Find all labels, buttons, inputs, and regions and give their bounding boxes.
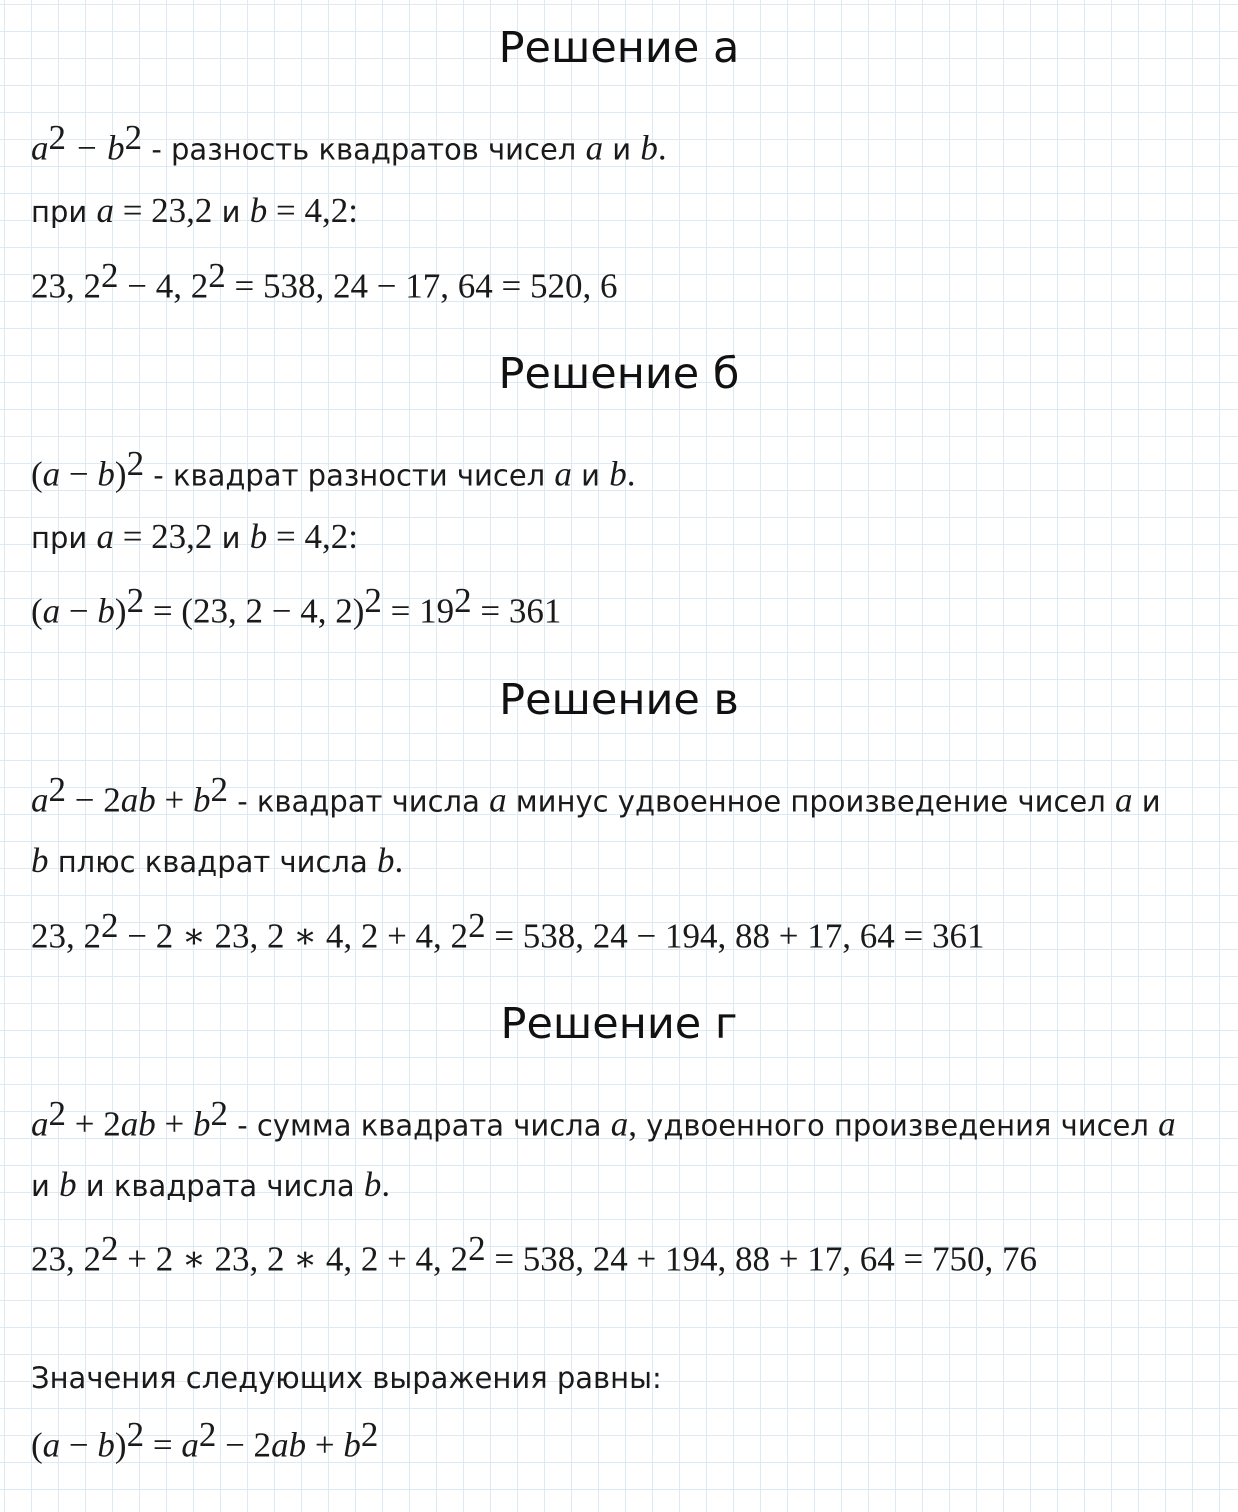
math-run: b xyxy=(640,128,658,168)
math-superscript: 2 xyxy=(198,1415,217,1454)
math-run: . xyxy=(394,841,404,880)
math-run: + xyxy=(155,1104,193,1144)
math-superscript: 2 xyxy=(48,1094,66,1133)
math-run: − xyxy=(60,454,98,494)
math-run: a xyxy=(181,1425,199,1465)
section-v-line-1 xyxy=(31,770,1161,822)
section-b-line-3 xyxy=(31,581,561,633)
math-run: + 2 ∗ 23, 2 ∗ 4, 2 + 4, 2 xyxy=(118,1239,469,1279)
math-run: − 2 ∗ 23, 2 ∗ 4, 2 + 4, 2 xyxy=(118,916,469,956)
math-superscript: 2 xyxy=(468,1229,486,1268)
math-run: = 538, 24 + 194, 88 + 17, 64 = 750, 76 xyxy=(485,1239,1038,1279)
math-run: a xyxy=(31,1104,49,1144)
math-superscript: 2 xyxy=(48,770,66,809)
section-heading-b: Решение б xyxy=(498,349,740,399)
text-run: - сумма квадрата числа xyxy=(228,1108,611,1143)
text-run: - разность квадратов чисел xyxy=(142,132,586,167)
math-run: b xyxy=(343,1425,361,1465)
math-run: b xyxy=(249,517,268,556)
text-run: - квадрат числа xyxy=(228,784,490,819)
math-superscript: 2 xyxy=(101,906,119,945)
math-run: a xyxy=(96,191,114,230)
math-run: ab xyxy=(120,780,156,820)
math-run: − 4, 2 xyxy=(118,266,209,306)
math-run: + xyxy=(155,780,193,820)
math-run: ) xyxy=(114,1425,127,1465)
math-run: = 361 xyxy=(471,591,562,631)
math-run: a xyxy=(489,780,507,820)
math-run: = 4,2: xyxy=(267,517,358,556)
math-run: − xyxy=(60,591,98,631)
math-run: a xyxy=(42,454,61,494)
section-b-line-2 xyxy=(31,517,358,558)
section-g-line-3 xyxy=(31,1229,1037,1281)
math-run: a xyxy=(42,591,61,631)
section-b-line-1 xyxy=(31,444,635,496)
math-run: b xyxy=(31,841,49,880)
math-run: a xyxy=(31,128,49,168)
math-superscript: 2 xyxy=(101,256,119,295)
math-superscript: 2 xyxy=(210,770,228,809)
math-superscript: 2 xyxy=(360,1415,379,1454)
math-run: a xyxy=(585,128,604,168)
math-run: a xyxy=(1115,780,1133,820)
math-run: b xyxy=(609,454,627,494)
math-run: 23, 2 xyxy=(31,1239,101,1279)
math-run: b xyxy=(107,128,125,168)
math-run: − 2 xyxy=(216,1425,272,1465)
text-run: и xyxy=(603,132,641,167)
math-run: = 19 xyxy=(381,591,455,631)
math-run: b xyxy=(97,1425,115,1465)
section-heading-v: Решение в xyxy=(499,675,739,725)
math-run: b xyxy=(97,591,115,631)
math-superscript: 2 xyxy=(124,118,143,157)
math-run: − xyxy=(66,128,108,168)
math-run: = 538, 24 − 17, 64 = 520, 6 xyxy=(225,266,618,306)
math-run: ( xyxy=(31,591,43,631)
text-run: и xyxy=(212,195,250,229)
section-a-line-3 xyxy=(31,256,617,308)
math-run: a xyxy=(1158,1104,1176,1144)
math-run: . xyxy=(381,1165,391,1204)
conclusion-formula xyxy=(31,1415,378,1467)
math-run: a xyxy=(96,517,114,556)
text-run: и xyxy=(1132,784,1161,819)
math-run: = xyxy=(144,1425,182,1465)
math-run: − 2 xyxy=(66,780,121,820)
section-a-line-2 xyxy=(31,191,358,232)
math-run: = 23,2 xyxy=(113,517,213,556)
text-run: - квадрат разности чисел xyxy=(144,458,555,493)
math-run: ) xyxy=(114,454,127,494)
text-run: удвоенного произведения чисел xyxy=(636,1108,1159,1143)
math-run: . xyxy=(626,454,636,494)
section-v-line-2 xyxy=(31,841,403,882)
math-run: − xyxy=(60,1425,98,1465)
math-run: b xyxy=(59,1165,77,1204)
conclusion-text: Значения следующих выражения равны: xyxy=(31,1361,662,1395)
math-run: = 23,2 xyxy=(113,191,213,230)
text-run: при xyxy=(31,521,97,555)
section-v-line-3 xyxy=(31,906,985,958)
math-run: a xyxy=(554,454,572,494)
math-run: ab xyxy=(120,1104,156,1144)
math-run: ( xyxy=(31,1425,43,1465)
math-run: b xyxy=(193,780,211,820)
math-run: , xyxy=(628,1104,637,1144)
math-superscript: 2 xyxy=(48,118,66,157)
math-run: + 2 xyxy=(66,1104,121,1144)
text-run: минус удвоенное произведение чисел xyxy=(506,784,1116,819)
section-g-line-1 xyxy=(31,1094,1176,1146)
math-run: ab xyxy=(271,1425,307,1465)
math-run: b xyxy=(249,191,268,230)
math-superscript: 2 xyxy=(210,1094,228,1133)
text-run: и xyxy=(571,458,610,493)
section-a-line-1 xyxy=(31,118,667,170)
math-run: b xyxy=(363,1165,382,1204)
math-superscript: 2 xyxy=(364,581,382,620)
math-superscript: 2 xyxy=(468,906,486,945)
section-heading-g: Решение г xyxy=(500,999,738,1049)
text-run: и xyxy=(31,1169,60,1203)
math-run: . xyxy=(657,128,667,168)
math-superscript: 2 xyxy=(454,581,472,620)
text-run: и квадрата числа xyxy=(76,1169,364,1203)
math-run: a xyxy=(610,1104,629,1144)
math-run: a xyxy=(31,780,49,820)
math-run: 23, 2 xyxy=(31,916,101,956)
math-run: = (23, 2 − 4, 2) xyxy=(144,591,365,631)
math-run: ) xyxy=(114,591,127,631)
math-run: a xyxy=(42,1425,61,1465)
math-run: b xyxy=(97,454,115,494)
math-run: = 538, 24 − 194, 88 + 17, 64 = 361 xyxy=(485,916,985,956)
math-run: 23, 2 xyxy=(31,266,101,306)
math-superscript: 2 xyxy=(101,1229,119,1268)
math-run: = 4,2: xyxy=(267,191,358,230)
math-run: b xyxy=(376,841,395,880)
section-g-line-2 xyxy=(31,1165,390,1206)
math-superscript: 2 xyxy=(208,256,226,295)
text-run: плюс квадрат числа xyxy=(48,845,377,879)
math-superscript: 2 xyxy=(126,444,145,483)
text-run: при xyxy=(31,195,97,229)
math-run: ( xyxy=(31,454,43,494)
text-run: и xyxy=(212,521,250,555)
math-run: b xyxy=(193,1104,211,1144)
math-superscript: 2 xyxy=(126,581,145,620)
math-superscript: 2 xyxy=(126,1415,145,1454)
section-heading-a: Решение а xyxy=(498,23,740,73)
math-run: + xyxy=(306,1425,344,1465)
